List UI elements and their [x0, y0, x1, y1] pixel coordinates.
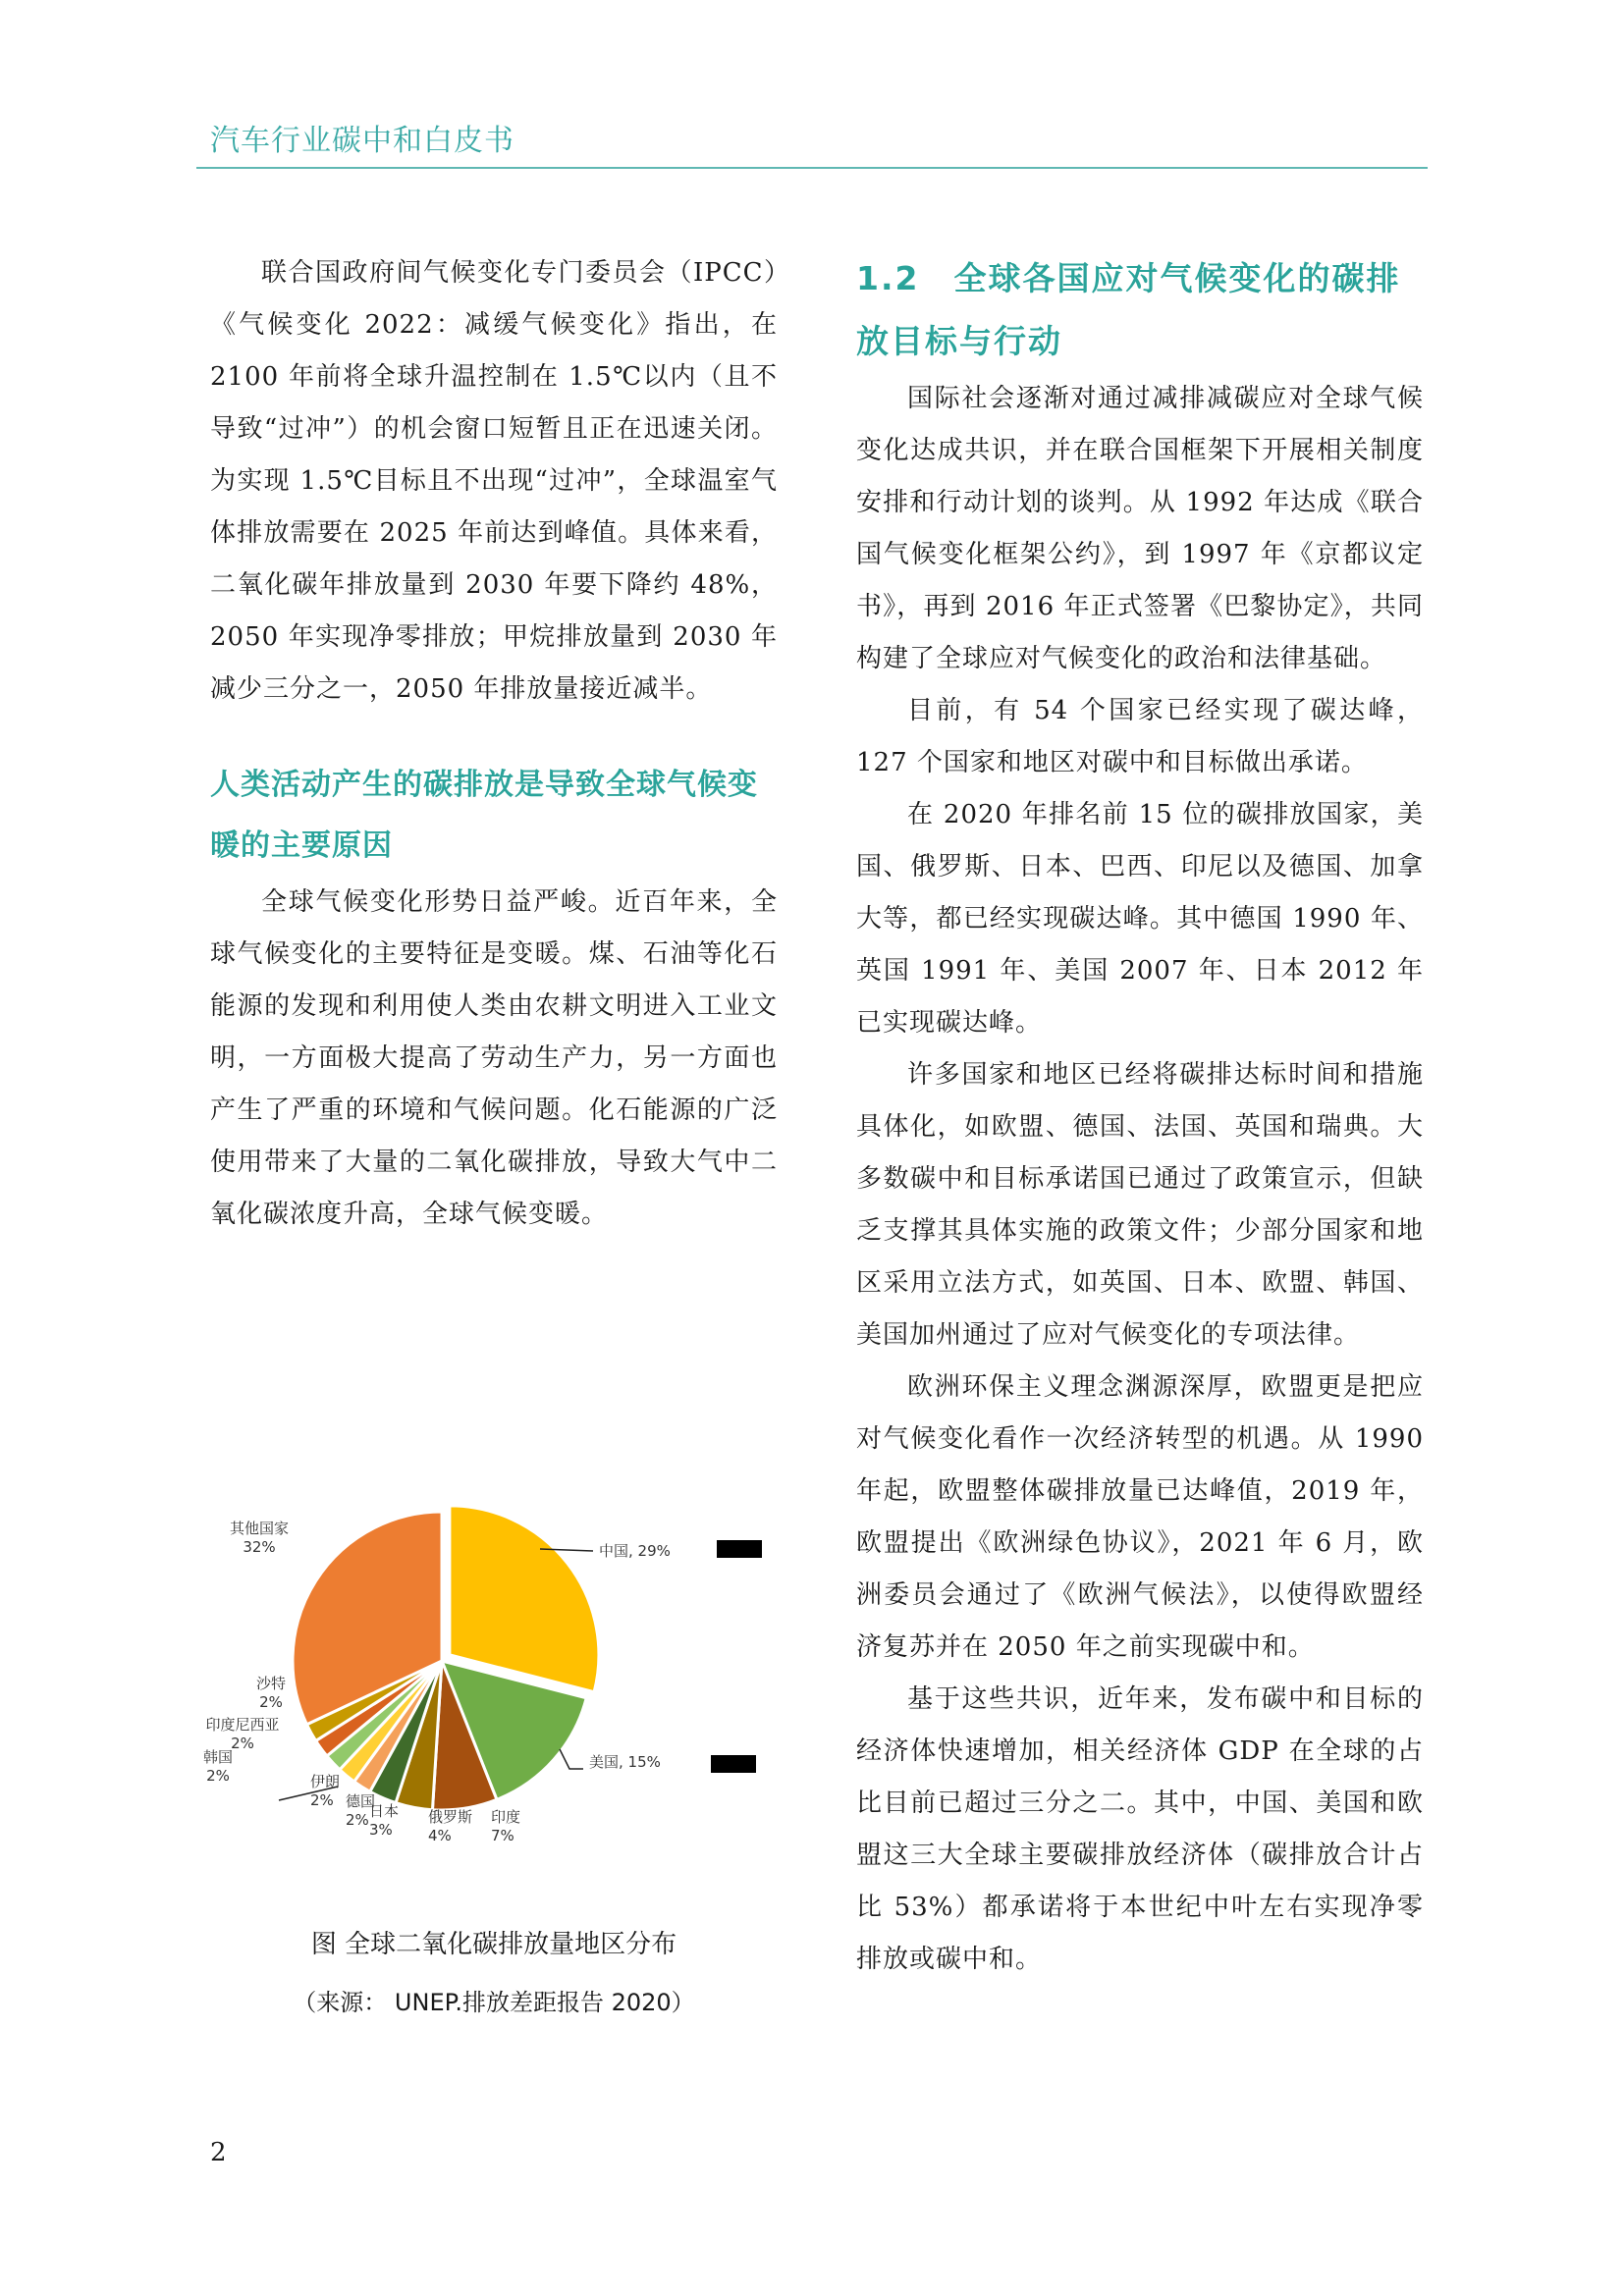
body-paragraph: 许多国家和地区已经将碳排达标时间和措施具体化，如欧盟、德国、法国、英国和瑞典。大多数碳中和目标承诺国已通过了政策宣示，但缺乏支撑其具体实施的政策文件；少部分国家和地区采用立法方式，如英国、日本、欧盟、韩国、美国加州通过了应对气候变化的专项法律。: [856, 1060, 1424, 1350]
body-paragraph: 全球气候变化形势日益严峻。近百年来，全球气候变化的主要特征是变暖。煤、石油等化石能源的发现和利用使人类由农耕文明进入工业文明，一方面极大提高了劳动生产力，另一方面也产生了严重的环境和气候问题。化石能源的广泛使用带来了大量的二氧化碳排放，导致大气中二氧化碳浓度升高，全球气候变暖。: [210, 887, 778, 1229]
page-number: 2: [210, 2138, 227, 2167]
document-title: 汽车行业碳中和白皮书: [210, 124, 514, 158]
subheading: 人类活动产生的碳排放是导致全球气候变暖的主要原因: [210, 768, 758, 863]
spacer: [210, 716, 778, 755]
body-paragraph: 基于这些共识，近年来，发布碳中和目标的经济体快速增加，相关经济体 GDP 在全球的占比目前已超过三分之二。其中，中国、美国和欧盟这三大全球主要碳排放经济体（碳排放合计占比 53%）都承诺将于本世纪中叶左右实现净零排放或碳中和。: [856, 1684, 1424, 1974]
body-paragraph: 在 2020 年排名前 15 位的碳排放国家，美国、俄罗斯、日本、巴西、印尼以及德国、加拿大等，都已经实现碳达峰。其中德国 1990 年、英国 1991 年、美国 2007 年、日本 2012 年已实现碳达峰。: [856, 800, 1424, 1038]
slice-label-3: 俄罗斯 4%: [428, 1808, 473, 1844]
figure-source: （来源： UNEP.排放差距报告 2020）: [293, 1989, 695, 2016]
slice-label-0: 中国, 29%: [599, 1542, 671, 1560]
slice-label-8: 印度尼西亚 2%: [205, 1716, 280, 1752]
figure-caption: 图 全球二氧化碳排放量地区分布: [310, 1930, 677, 1959]
redaction-box-0: [717, 1540, 762, 1558]
body-paragraph: 国际社会逐渐对通过减排减碳应对全球气候变化达成共识，并在联合国框架下开展相关制度安排和行动计划的谈判。从 1992 年达成《联合国气候变化框架公约》，到 1997 年《京都议定书》，再到 2016 年正式签署《巴黎协定》，共同构建了全球应对气候变化的政治和法律基础。: [856, 384, 1424, 673]
header-divider: [196, 167, 1428, 169]
slice-label-4: 日本 3%: [369, 1802, 400, 1839]
slice-label-1: 美国, 15%: [589, 1753, 661, 1771]
section-heading: 1.2 全球各国应对气候变化的碳排放目标与行动: [856, 259, 1401, 360]
body-paragraph: 欧洲环保主义理念渊源深厚，欧盟更是把应对气候变化看作一次经济转型的机遇。从 1990 年起，欧盟整体碳排放量已达峰值，2019 年，欧盟提出《欧洲绿色协议》，2021 年 6 月，欧洲委员会通过了《欧洲气候法》，以使得欧盟经济复苏并在 2050 年之前实现碳中和。: [856, 1372, 1424, 1662]
body-paragraph: 联合国政府间气候变化专门委员会（IPCC）《气候变化 2022：减缓气候变化》指出，在 2100 年前将全球升温控制在 1.5℃以内（且不导致“过冲”）的机会窗口短暂且正在迅速关闭。为实现 1.5℃目标且不出现“过冲”，全球温室气体排放需要在 2025 年前达到峰值。具体来看，二氧化碳年排放量到 2030 年要下降约 48%，2050 年实现净零排放；甲烷排放量到 2030 年减少三分之一，2050 年排放量接近减半。: [210, 258, 778, 704]
redaction-box-1: [711, 1755, 756, 1773]
right-column: [856, 247, 1424, 1986]
slice-label-5: 德国 2%: [346, 1792, 376, 1829]
body-paragraph: 目前，有 54 个国家已经实现了碳达峰，127 个国家和地区对碳中和目标做出承诺。: [856, 696, 1424, 777]
slice-label-10: 其他国家 32%: [229, 1520, 290, 1556]
pie-chart: [202, 1492, 780, 1895]
slice-label-9: 沙特 2%: [255, 1675, 287, 1711]
pie-chart-svg: [202, 1492, 780, 1895]
pie-slice-0: [450, 1506, 599, 1692]
slice-label-2: 印度 7%: [491, 1808, 521, 1844]
slice-label-7: 韩国 2%: [202, 1748, 234, 1785]
leader-line-1: [560, 1749, 583, 1769]
slice-label-6: 伊朗 2%: [310, 1773, 341, 1809]
left-column: [210, 247, 778, 1241]
